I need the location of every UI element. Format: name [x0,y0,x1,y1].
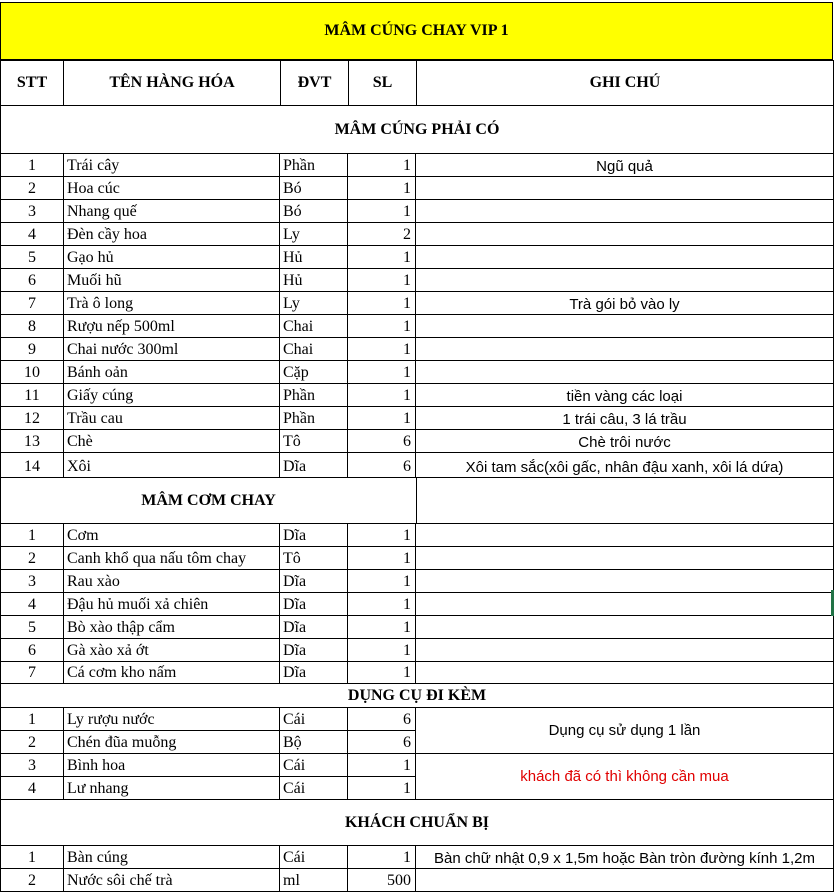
cell-note[interactable] [416,593,834,616]
cell-sl[interactable]: 1 [348,754,416,777]
cell-sl[interactable]: 1 [348,269,416,292]
cell-name[interactable]: Nước sôi chế trà [64,869,280,892]
table-row [0,177,834,200]
table-row [0,846,834,869]
cell-note[interactable] [416,570,834,593]
cell-name[interactable]: Trà ô long [64,292,280,315]
cell-name[interactable]: Đèn cầy hoa [64,223,280,246]
table-row [0,524,834,547]
cell-stt[interactable]: 2 [0,731,64,754]
header-sl[interactable]: SL [348,60,417,106]
cell-stt[interactable]: 12 [0,407,64,430]
cell-sl[interactable]: 1 [348,407,416,430]
cell-name[interactable]: Giấy cúng [64,384,280,407]
section-heading[interactable]: DỤNG CỤ ĐI KÈM [0,684,834,708]
cell-note[interactable]: 1 trái câu, 3 lá trầu [416,407,834,430]
cell-name[interactable]: Bánh oản [64,361,280,384]
cell-name[interactable]: Ly rượu nước [64,708,280,731]
cell-dvt[interactable]: Dĩa [280,453,348,478]
cell-name[interactable]: Đậu hủ muối xả chiên [64,593,280,616]
cell-sl[interactable]: 1 [348,777,416,800]
table-row [0,269,834,292]
cell-name[interactable]: Chai nước 300ml [64,338,280,361]
cell-note[interactable] [416,616,834,639]
cell-stt[interactable]: 3 [0,570,64,593]
cell-name[interactable]: Muối hũ [64,269,280,292]
cell-dvt[interactable]: Tô [280,547,348,570]
cell-stt[interactable]: 2 [0,869,64,892]
cell-note[interactable] [416,361,834,384]
cell-dvt[interactable]: Dĩa [280,639,348,662]
table-row [0,570,834,593]
selected-cell-indicator [831,590,834,616]
cell-stt[interactable]: 2 [0,177,64,200]
cell-note[interactable] [416,269,834,292]
cell-dvt[interactable]: Phần [280,384,348,407]
cell-note[interactable]: Chè trôi nước [416,430,834,453]
cell-dvt[interactable]: Hủ [280,246,348,269]
cell-stt[interactable]: 5 [0,616,64,639]
cell-sl[interactable]: 1 [348,200,416,223]
cell-dvt[interactable]: Cái [280,708,348,731]
header-dvt[interactable]: ĐVT [280,60,349,106]
cell-sl[interactable]: 1 [348,154,416,177]
section-heading[interactable]: KHÁCH CHUẨN BỊ [0,800,834,846]
cell-sl[interactable]: 1 [348,177,416,200]
cell-stt[interactable]: 4 [0,593,64,616]
cell-sl[interactable]: 1 [348,616,416,639]
cell-note[interactable]: Xôi tam sắc(xôi gấc, nhân đậu xanh, xôi lá dứa) [416,453,834,478]
cell-dvt[interactable]: Chai [280,315,348,338]
cell-name[interactable]: Lư nhang [64,777,280,800]
cell-stt[interactable]: 4 [0,777,64,800]
note-merged-cell-red[interactable]: khách đã có thì không cần mua [416,754,834,800]
cell-stt[interactable]: 4 [0,223,64,246]
cell-stt[interactable]: 7 [0,292,64,315]
header-note[interactable]: GHI CHÚ [416,60,834,106]
cell-name[interactable]: Hoa cúc [64,177,280,200]
cell-name[interactable]: Bàn cúng [64,846,280,869]
cell-dvt[interactable]: Dĩa [280,662,348,684]
cell-stt[interactable]: 1 [0,154,64,177]
cell-dvt[interactable]: Dĩa [280,593,348,616]
note-merged-cell[interactable]: Dụng cụ sử dụng 1 lần [416,708,834,754]
cell-dvt[interactable]: Tô [280,430,348,453]
cell-dvt[interactable]: Ly [280,223,348,246]
cell-sl[interactable]: 1 [348,315,416,338]
cell-note[interactable] [416,177,834,200]
table-row [0,292,834,315]
header-name[interactable]: TÊN HÀNG HÓA [63,60,281,106]
cell-name[interactable]: Gà xào xả ớt [64,639,280,662]
cell-note[interactable] [416,223,834,246]
cell-dvt[interactable]: Cặp [280,361,348,384]
cell-dvt[interactable]: ml [280,869,348,892]
cell-sl[interactable]: 1 [348,246,416,269]
cell-sl[interactable]: 1 [348,547,416,570]
cell-stt[interactable]: 10 [0,361,64,384]
section-heading[interactable]: MÂM CÚNG PHẢI CÓ [0,106,834,154]
cell-sl[interactable]: 1 [348,384,416,407]
cell-name[interactable]: Trầu cau [64,407,280,430]
cell-sl[interactable]: 2 [348,223,416,246]
table-row [0,662,834,684]
table-row [0,869,834,892]
cell-dvt[interactable]: Cái [280,777,348,800]
cell-name[interactable]: Rau xào [64,570,280,593]
header-stt[interactable]: STT [0,60,64,106]
cell-name[interactable]: Nhang quế [64,200,280,223]
cell-sl[interactable]: 6 [348,731,416,754]
section-heading[interactable]: MÂM CƠM CHAY [0,478,417,524]
cell-name[interactable]: Canh khổ qua nấu tôm chay [64,547,280,570]
cell-stt[interactable]: 11 [0,384,64,407]
cell-sl[interactable]: 1 [348,338,416,361]
cell-dvt[interactable]: Phần [280,407,348,430]
cell-sl[interactable]: 6 [348,453,416,478]
cell-dvt[interactable]: Dĩa [280,524,348,547]
cell-note[interactable] [416,662,834,684]
table-row [0,453,834,478]
cell-name[interactable]: Trái cây [64,154,280,177]
cell-sl[interactable]: 1 [348,593,416,616]
cell-name[interactable]: Rượu nếp 500ml [64,315,280,338]
cell-dvt[interactable]: Dĩa [280,616,348,639]
cell-stt[interactable]: 3 [0,754,64,777]
table-row [0,223,834,246]
cell-stt[interactable]: 9 [0,338,64,361]
cell-stt[interactable]: 5 [0,246,64,269]
cell-sl[interactable]: 1 [348,639,416,662]
cell-name[interactable]: Chén đũa muỗng [64,731,280,754]
table-row [0,361,834,384]
cell-stt[interactable]: 3 [0,200,64,223]
cell-stt[interactable]: 6 [0,639,64,662]
cell-stt[interactable]: 13 [0,430,64,453]
cell-note[interactable] [416,869,834,892]
cell-note[interactable] [416,315,834,338]
table-row [0,547,834,570]
cell-note[interactable] [416,639,834,662]
empty-cell[interactable] [416,478,834,524]
cell-stt[interactable]: 8 [0,315,64,338]
cell-sl[interactable]: 1 [348,570,416,593]
cell-sl[interactable]: 1 [348,662,416,684]
table-row [0,338,834,361]
cell-dvt[interactable]: Cái [280,846,348,869]
cell-name[interactable]: Gạo hủ [64,246,280,269]
cell-note[interactable]: Bàn chữ nhật 0,9 x 1,5m hoặc Bàn tròn đường kính 1,2m [416,846,834,869]
cell-note[interactable] [416,524,834,547]
cell-stt[interactable]: 1 [0,524,64,547]
cell-sl[interactable]: 1 [348,846,416,869]
cell-note[interactable] [416,338,834,361]
cell-name[interactable]: Xôi [64,453,280,478]
cell-dvt[interactable]: Cái [280,754,348,777]
cell-sl[interactable]: 1 [348,524,416,547]
cell-note[interactable]: tiền vàng các loại [416,384,834,407]
cell-name[interactable]: Chè [64,430,280,453]
cell-note[interactable]: Ngũ quả [416,154,834,177]
sheet-title[interactable]: MÂM CÚNG CHAY VIP 1 [0,2,833,60]
cell-name[interactable]: Cơm [64,524,280,547]
cell-dvt[interactable]: Ly [280,292,348,315]
cell-dvt[interactable]: Bó [280,200,348,223]
cell-sl[interactable]: 500 [348,869,416,892]
cell-stt[interactable]: 6 [0,269,64,292]
cell-sl[interactable]: 1 [348,361,416,384]
cell-stt[interactable]: 14 [0,453,64,478]
table-row [0,407,834,430]
cell-name[interactable]: Cá cơm kho nấm [64,662,280,684]
cell-dvt[interactable]: Bó [280,177,348,200]
table-row [0,384,834,407]
cell-stt[interactable]: 2 [0,547,64,570]
table-row [0,246,834,269]
table-row [0,154,834,177]
cell-dvt[interactable]: Bộ [280,731,348,754]
cell-dvt[interactable]: Dĩa [280,570,348,593]
cell-note[interactable] [416,246,834,269]
cell-stt[interactable]: 7 [0,662,64,684]
cell-note[interactable] [416,200,834,223]
cell-dvt[interactable]: Hủ [280,269,348,292]
table-row [0,639,834,662]
table-row [0,200,834,223]
cell-sl[interactable]: 1 [348,292,416,315]
table-row [0,430,834,453]
table-row [0,593,834,616]
table-row [0,315,834,338]
cell-sl[interactable]: 6 [348,430,416,453]
cell-dvt[interactable]: Phần [280,154,348,177]
cell-stt[interactable]: 1 [0,708,64,731]
cell-dvt[interactable]: Chai [280,338,348,361]
cell-note[interactable] [416,547,834,570]
cell-note[interactable]: Trà gói bỏ vào ly [416,292,834,315]
cell-name[interactable]: Bình hoa [64,754,280,777]
cell-sl[interactable]: 6 [348,708,416,731]
table-row [0,616,834,639]
cell-name[interactable]: Bò xào thập cẩm [64,616,280,639]
cell-stt[interactable]: 1 [0,846,64,869]
